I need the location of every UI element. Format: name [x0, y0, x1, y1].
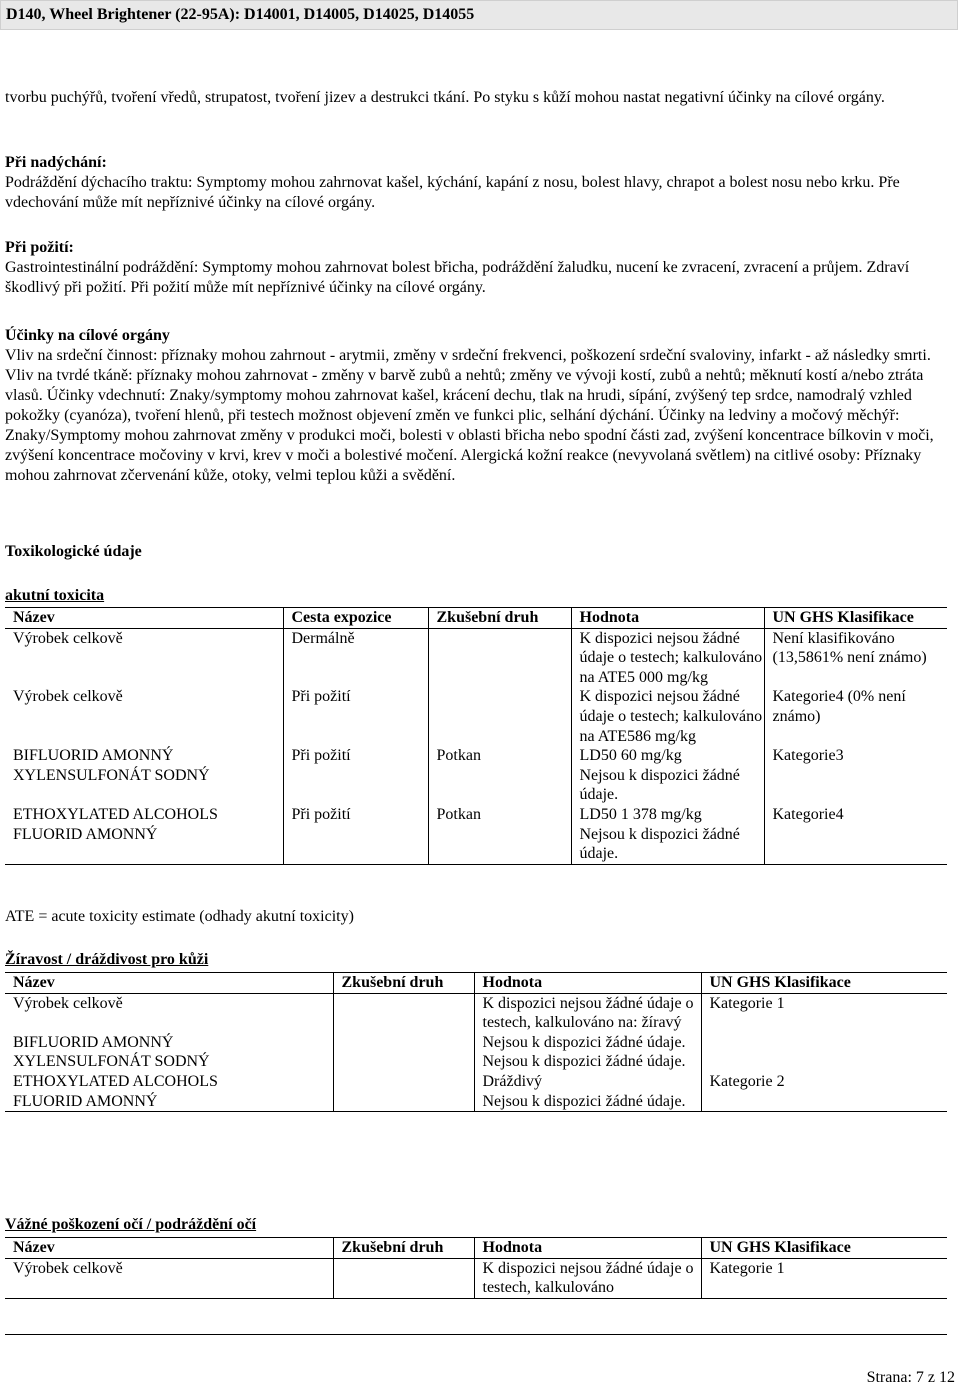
- table-row: [5, 1092, 947, 1112]
- table-cell: K dispozici nejsou žádné údaje o testech; kalkulováno na ATE5 000 mg/kg: [571, 628, 764, 687]
- table-cell: Výrobek celkově: [13, 688, 123, 706]
- table-cell: [428, 687, 571, 746]
- table-cell: [333, 1072, 474, 1092]
- column-header: Zkušební druh: [428, 608, 571, 629]
- table-row: [5, 1258, 947, 1298]
- table-cell: XYLENSULFONÁT SODNÝ: [13, 1053, 210, 1071]
- column-header: Zkušební druh: [333, 973, 474, 994]
- table-cell: [333, 1092, 474, 1112]
- target-organs-section: [5, 326, 955, 486]
- ingestion-text: Gastrointestinální podráždění: Symptomy mohou zahrnovat bolest břicha, podráždění žaludku, nucení ke zvracení, zvracení a průjem. Zdraví škodlivý při požití. Při požití může mít nepříznivé účinky na cílové orgány.: [5, 259, 910, 296]
- eye-damage-table: [5, 1237, 947, 1299]
- table-header-row: [5, 1238, 947, 1259]
- table-row: [5, 1033, 947, 1053]
- table-cell: [428, 766, 571, 805]
- table-cell: [764, 825, 947, 865]
- table-cell: Při požití: [283, 746, 428, 766]
- column-header: Hodnota: [474, 1238, 701, 1259]
- table-cell: Nejsou k dispozici žádné údaje.: [474, 1052, 701, 1072]
- table-cell: Potkan: [428, 746, 571, 766]
- column-header: Zkušební druh: [333, 1238, 474, 1259]
- table-cell: [283, 825, 428, 865]
- table-header-row: [5, 608, 947, 629]
- table-cell: [283, 766, 428, 805]
- table-cell: Při požití: [283, 687, 428, 746]
- table-row: [5, 825, 947, 865]
- acute-toxicity-heading: akutní toxicita: [5, 587, 105, 604]
- table-cell: XYLENSULFONÁT SODNÝ: [13, 766, 210, 784]
- table-cell: Nejsou k dispozici žádné údaje.: [474, 1033, 701, 1053]
- acute-toxicity-table: [5, 607, 947, 865]
- table-cell: Potkan: [428, 805, 571, 825]
- table-cell: Kategorie 2: [701, 1072, 947, 1092]
- table-cell: Výrobek celkově: [5, 1258, 333, 1298]
- table-row: [5, 746, 947, 766]
- table-cell: K dispozici nejsou žádné údaje o testech, kalkulováno na: žíravý: [474, 993, 701, 1033]
- column-header: Hodnota: [474, 973, 701, 994]
- eye-damage-heading: Vážné poškození očí / podráždění očí: [5, 1216, 257, 1233]
- table-cell: K dispozici nejsou žádné údaje o testech, kalkulováno: [474, 1258, 701, 1298]
- column-header: Cesta expozice: [283, 608, 428, 629]
- target-organs-heading: Účinky na cílové orgány: [5, 327, 170, 344]
- table-cell: LD50 60 mg/kg: [571, 746, 764, 766]
- column-header: UN GHS Klasifikace: [701, 973, 947, 994]
- table-cell: Výrobek celkově: [13, 994, 123, 1012]
- column-header: UN GHS Klasifikace: [764, 608, 947, 629]
- table-row: [5, 993, 947, 1033]
- table-cell: Kategorie 1: [701, 993, 947, 1033]
- table-cell: [764, 766, 947, 805]
- document-header: [0, 0, 958, 30]
- ate-note: ATE = acute toxicity estimate (odhady akutní toxicity): [5, 908, 354, 925]
- inhalation-section: [5, 153, 955, 213]
- table-row: [5, 1052, 947, 1072]
- column-header: Název: [5, 1238, 333, 1259]
- column-header: Hodnota: [571, 608, 764, 629]
- table-cell: [333, 993, 474, 1033]
- table-cell: [701, 1092, 947, 1112]
- table-cell: [333, 1258, 474, 1298]
- skin-corrosion-table: [5, 972, 947, 1112]
- table-cell: FLUORID AMONNÝ: [5, 825, 283, 865]
- table-cell: Kategorie 1: [701, 1258, 947, 1298]
- column-header: Název: [5, 973, 333, 994]
- ingestion-section: [5, 238, 955, 298]
- table-row: [5, 805, 947, 825]
- page-number: Strana: 7 z 12: [866, 1369, 955, 1386]
- table-cell: Nejsou k dispozici žádné údaje.: [571, 766, 764, 805]
- table-row: [5, 766, 947, 805]
- ingestion-heading: Při požití:: [5, 239, 74, 256]
- footer-divider: [5, 1334, 947, 1335]
- table-cell: Výrobek celkově: [13, 629, 123, 647]
- document-title: D140, Wheel Brightener (22-95A): D14001, D14005, D14025, D14055: [6, 6, 475, 23]
- table-cell: LD50 1 378 mg/kg: [571, 805, 764, 825]
- table-cell: Kategorie4: [764, 805, 947, 825]
- column-header: Název: [5, 608, 283, 629]
- table-header-row: [5, 973, 947, 994]
- table-row: [5, 687, 947, 746]
- table-cell: Není klasifikováno (13,5861% není známo): [764, 628, 947, 687]
- table-cell: Dermálně: [283, 628, 428, 687]
- table-cell: BIFLUORID AMONNÝ: [13, 1033, 174, 1051]
- table-cell: ETHOXYLATED ALCOHOLS: [13, 1072, 218, 1090]
- inhalation-heading: Při nadýchání:: [5, 154, 107, 171]
- table-cell: [428, 825, 571, 865]
- table-cell: [428, 628, 571, 687]
- table-cell: FLUORID AMONNÝ: [5, 1092, 333, 1112]
- table-cell: ETHOXYLATED ALCOHOLS: [13, 805, 218, 823]
- table-cell: Nejsou k dispozici žádné údaje.: [571, 825, 764, 865]
- target-organs-text: Vliv na srdeční činnost: příznaky mohou zahrnout - arytmii, změny v srdeční frekvenci, poškození srdeční svaloviny, infarkt - až následky smrti. Vliv na tvrdé tkáně: příznaky mohou zahrnovat - změny v barvě zubů a nehtů; změny ve vývoji kostí, zubů a nehtů; měknutí kostí a/nebo ztráta vlasů. Účinky vdechnutí: Znaky/symptomy mohou zahrnovat kašel, krácení dechu, tlak na hrudi, sípání, zvýšený tep srdce, namodralý vzhled pokožky (cyanóza), tvoření hlenů, při testech možnost objevení změn ve funkci plic, selhání dýchání. Účinky na ledviny a močový měchýř: Znaky/Symptomy mohou zahrnovat změny v produkci moči, bolesti v oblasti břicha nebo spodní části zad, zvýšení koncentrace bílkovin v moči, zvýšení koncentrace močoviny v krvi, krev v moči a bolestivé močení. Alergická kožní reakce (nevyvolaná světlem) na citlivé osoby: Příznaky mohou zahrnovat zčervenání kůže, otoky, velmi teplou kůži a svědění.: [5, 347, 934, 484]
- column-header: UN GHS Klasifikace: [701, 1238, 947, 1259]
- table-cell: Při požití: [283, 805, 428, 825]
- inhalation-text: Podráždění dýchacího traktu: Symptomy mohou zahrnovat kašel, kýchání, kapání z nosu, bolest hlavy, chrapot a bolest nosu nebo krku. Pře vdechování může mít nepříznivé účinky na cílové orgány.: [5, 174, 900, 211]
- table-cell: Kategorie3: [764, 746, 947, 766]
- table-cell: K dispozici nejsou žádné údaje o testech; kalkulováno na ATE586 mg/kg: [571, 687, 764, 746]
- skin-corrosion-heading: Žíravost / dráždivost pro kůži: [5, 951, 209, 968]
- intro-continuation: tvorbu puchýřů, tvoření vředů, strupatost, tvoření jizev a destrukci tkání. Po styku s kůží mohou nastat negativní účinky na cílové orgány.: [5, 89, 885, 106]
- table-row: [5, 628, 947, 687]
- table-cell: Nejsou k dispozici žádné údaje.: [474, 1092, 701, 1112]
- table-cell: [701, 1033, 947, 1053]
- table-row: [5, 1072, 947, 1092]
- table-cell: [701, 1052, 947, 1072]
- table-cell: BIFLUORID AMONNÝ: [13, 747, 174, 765]
- toxicology-heading: Toxikologické údaje: [5, 543, 142, 560]
- table-cell: Kategorie4 (0% není známo): [764, 687, 947, 746]
- table-cell: [333, 1033, 474, 1053]
- table-cell: Dráždivý: [474, 1072, 701, 1092]
- table-cell: [333, 1052, 474, 1072]
